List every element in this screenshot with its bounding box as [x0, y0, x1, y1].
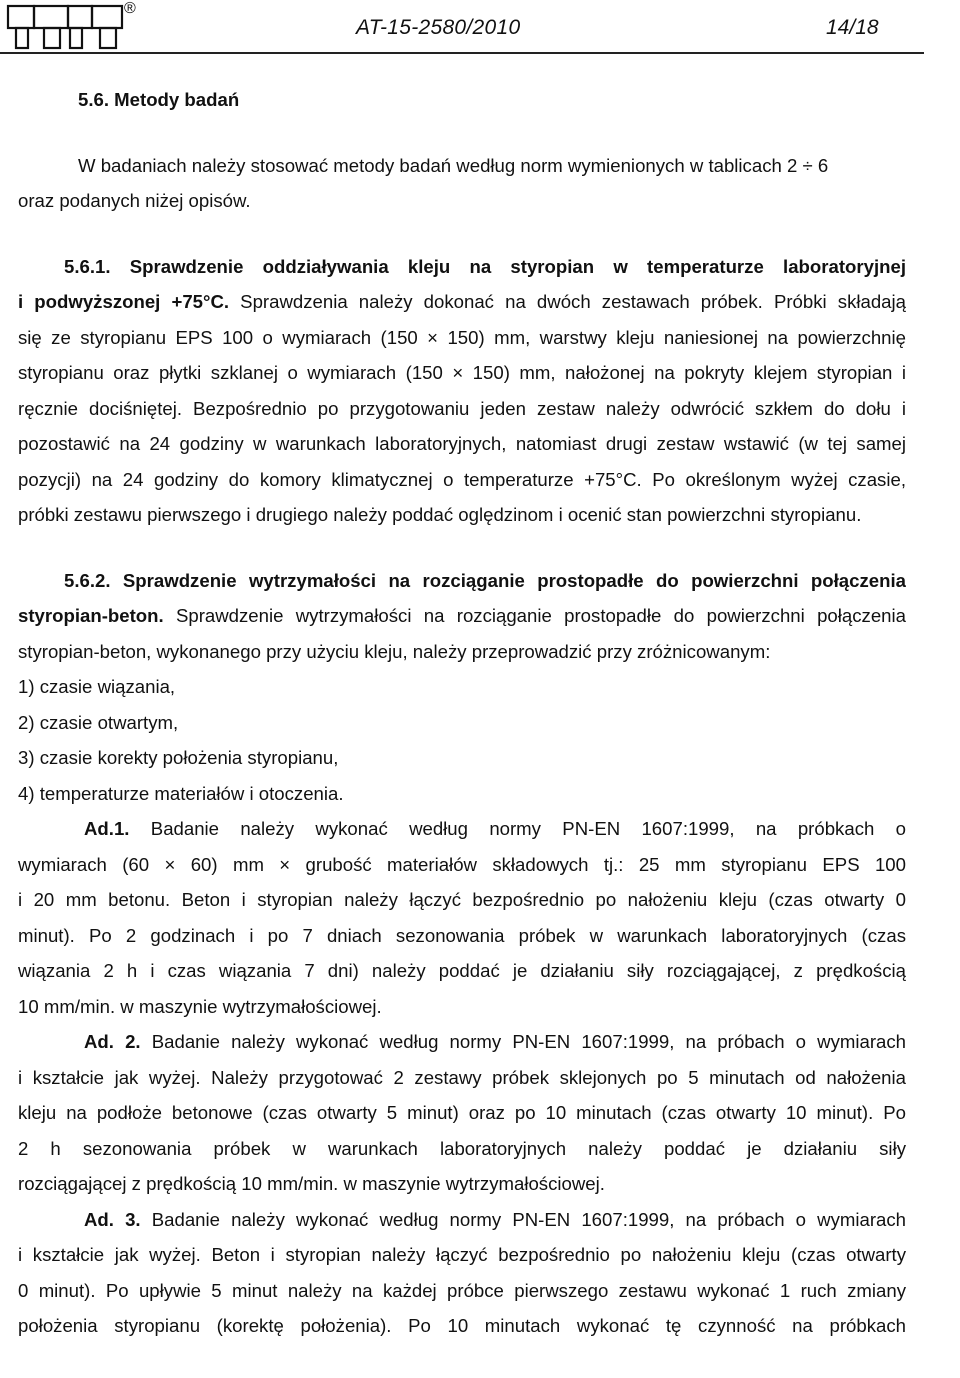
sub1-heading-cont: i podwyższonej +75°C. [18, 291, 230, 312]
ad1-line-2: wymiarach (60 × 60) mm × grubość materiałów składowych tj.: 25 mm styropianu EPS 100 [18, 853, 906, 875]
page-header [0, 0, 960, 58]
sub1-line-1 [18, 284, 906, 320]
sub1-line-6: pozycji) na 24 godziny do komory klimatycznej o temperaturze +75°C. Po określonym wyżej czasie, [18, 468, 906, 490]
sub1-line-4: ręcznie dociśniętej. Bezpośrednio po przygotowaniu jeden zestaw należy odwrócić szkłem do dołu i [18, 397, 906, 419]
ad3-line-2: i kształcie jak wyżej. Beton i styropian należy łączyć bezpośrednio po nałożeniu kleju (czas otwarty [18, 1244, 906, 1265]
ad2-line-2: i kształcie jak wyżej. Należy przygotować 2 zestawy próbek sklejonych po 5 minutach od nałożenia [18, 1066, 906, 1088]
ad1-line-4: minut). Po 2 godzinach i po 7 dniach sezonowania próbek w warunkach laboratoryjnych (czas [18, 924, 906, 946]
ad3-line-3: 0 minut). Po upływie 5 minut należy na każdej próbce pierwszego zestawu wykonać 1 ruch zmiany [18, 1279, 906, 1301]
sub2-heading-cont: styropian-beton. [18, 605, 164, 626]
document-id: AT-15-2580/2010 [356, 16, 521, 39]
sub1-text: Sprawdzenia należy dokonać na dwóch zestawach próbek. Próbki składają [229, 291, 906, 312]
sub1-line-2: się ze styropianu EPS 100 o wymiarach (150 × 150) mm, warstwy kleju naniesionej na powierzchnię [18, 326, 906, 348]
itb-logo-icon [6, 4, 132, 50]
ad2-line-5: rozciągającej z prędkością 10 mm/min. w maszynie wytrzymałościowej. [18, 1173, 605, 1194]
ad2-line-3: kleju na podłoże betonowe (czas otwarty 5 minut) oraz po 10 minutach (czas otwarty 10 minut). Po [18, 1102, 906, 1123]
ad3-text: Badanie należy wykonać według normy PN-EN 1607:1999, na próbach o wymiarach [140, 1208, 906, 1230]
document-body [18, 82, 906, 1344]
sub2-text: Sprawdzenie wytrzymałości na rozciąganie prostopadłe do powierzchni połączenia [163, 605, 906, 626]
registered-mark: ® [124, 0, 136, 17]
list-item: 1) czasie wiązania, [18, 676, 176, 697]
ad2-line-4: 2 h sezonowania próbek w warunkach laboratoryjnych należy poddać je działaniu siły [18, 1137, 906, 1159]
intro-line-1: W badaniach należy stosować metody badań według norm wymienionych w tablicach 2 ÷ 6 [78, 154, 829, 176]
ad1-line-6: 10 mm/min. w maszynie wytrzymałościowej. [18, 995, 382, 1017]
ad3-line-1 [18, 1202, 906, 1238]
ad1-line-3: i 20 mm betonu. Beton i styropian należy łączyć bezpośrednio po nałożeniu kleju (czas otwarty 0 [18, 889, 906, 910]
list-item: 2) czasie otwartym, [18, 711, 179, 733]
ad2-label: Ad. 2. [84, 1031, 141, 1052]
ad2-line-1 [18, 1024, 906, 1060]
ad1-line-1 [18, 811, 906, 847]
sub2-line-2: styropian-beton, wykonanego przy użyciu kleju, należy przeprowadzić przy zróżnicowanym: [18, 640, 771, 662]
sub1-heading: 5.6.1. Sprawdzenie oddziaływania kleju na styropian w temperaturze laboratoryjnej [64, 255, 906, 277]
sub1-line-5: pozostawić na 24 godziny w warunkach laboratoryjnych, natomiast drugi zestaw wstawić (w tej samej [18, 433, 906, 454]
ad1-text: Badanie należy wykonać według normy PN-EN 1607:1999, na próbkach o [129, 818, 906, 839]
ad1-label: Ad.1. [84, 818, 130, 839]
list-item: 4) temperaturze materiałów i otoczenia. [18, 782, 344, 804]
list-item: 3) czasie korekty położenia styropianu, [18, 747, 339, 768]
ad3-label: Ad. 3. [84, 1208, 141, 1230]
sub1-line-7: próbki zestawu pierwszego i drugiego należy poddać oględzinom i ocenić stan powierzchni styropianu. [18, 504, 862, 525]
sub2-line-1 [18, 598, 906, 634]
ad2-text: Badanie należy wykonać według normy PN-EN 1607:1999, na próbach o wymiarach [140, 1031, 906, 1052]
page-number: 14/18 [826, 16, 879, 39]
sub1-line-3: styropianu oraz płytki szklanej o wymiarach (150 × 150) mm, nałożonej na pokryty klejem styropian i [18, 362, 906, 383]
ad1-line-5: wiązania 2 h i czas wiązania 7 dni) należy poddać je działaniu siły rozciągającej, z prędkością [18, 960, 906, 981]
header-rule [0, 52, 924, 54]
section-heading: 5.6. Metody badań [78, 89, 240, 110]
intro-line-2: oraz podanych niżej opisów. [18, 190, 251, 211]
sub2-heading: 5.6.2. Sprawdzenie wytrzymałości na rozciąganie prostopadłe do powierzchni połączenia [64, 569, 906, 591]
ad3-line-4: położenia styropianu (korektę położenia). Po 10 minutach wykonać tę czynność na próbkach [18, 1315, 906, 1336]
